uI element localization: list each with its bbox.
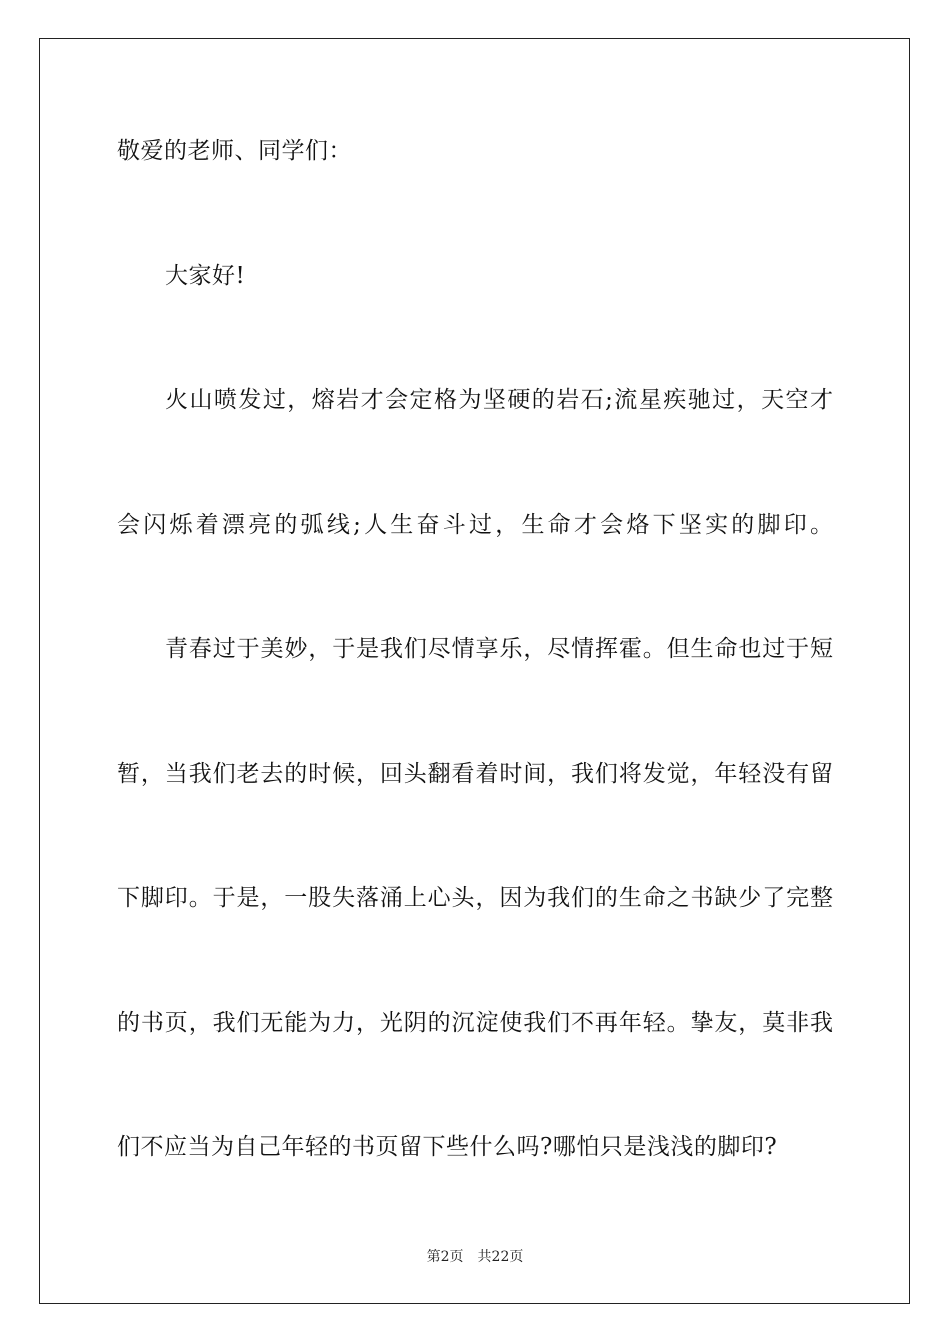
paragraph-line: 们不应当为自己年轻的书页留下些什么吗?哪怕只是浅浅的脚印? — [117, 1134, 778, 1160]
paragraph-line: 火山喷发过，熔岩才会定格为坚硬的岩石;流星疾驰过，天空才 — [165, 387, 833, 413]
page-total: 共22页 — [477, 1249, 524, 1265]
greeting-line: 大家好! — [165, 263, 246, 289]
paragraph-line: 青春过于美妙，于是我们尽情享乐，尽情挥霍。但生命也过于短 — [165, 636, 833, 662]
paragraph-line: 的书页，我们无能为力，光阴的沉淀使我们不再年轻。挚友，莫非我 — [117, 1010, 833, 1036]
page-footer — [0, 1248, 950, 1266]
page-frame — [39, 38, 910, 1304]
paragraph-line: 暂，当我们老去的时候，回头翻看着时间，我们将发觉，年轻没有留 — [117, 761, 833, 787]
paragraph-line: 下脚印。于是，一股失落涌上心头，因为我们的生命之书缺少了完整 — [117, 885, 833, 911]
page-number: 第2页 — [426, 1249, 464, 1265]
salutation-line: 敬爱的老师、同学们： — [117, 138, 352, 164]
paragraph-line: 会闪烁着漂亮的弧线;人生奋斗过，生命才会烙下坚实的脚印。 — [117, 512, 833, 538]
